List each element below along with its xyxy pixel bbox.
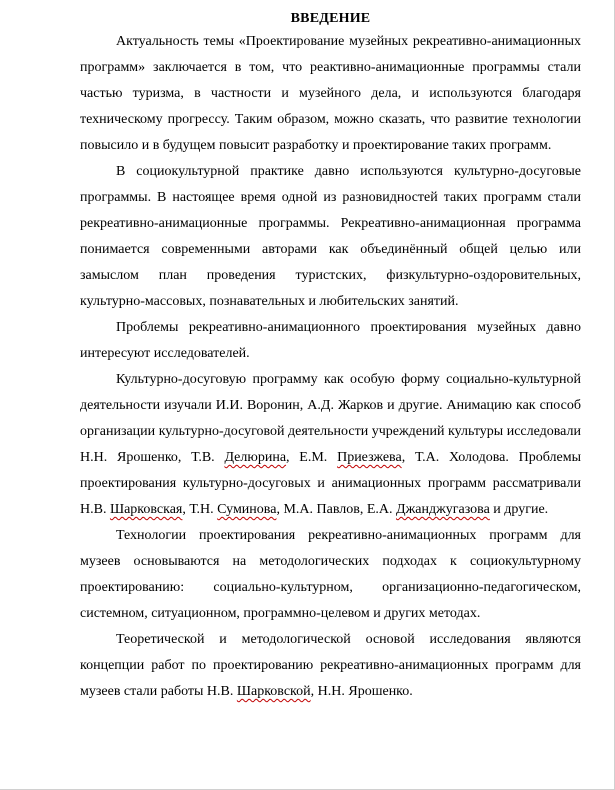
text-run: Технологии проектирования рекреативно-анимационных программ для музеев основываются на методологических подходах к социокультурному проектированию: социально-культурном, организационно-педагогическом, системном, ситуационном, программно-целевом и других методах.	[80, 528, 581, 621]
text-run: Актуальность темы «Проектирование музейных рекреативно-анимационных программ» заключается в том, что реактивно-анимационные программы стали частью туризма, в частности и музейного дела, и используются благодаря техническому прогрессу. Таким образом, можно сказать, что развитие технологии повысило и в будущем повысит разработку и проектирование таких программ.	[80, 34, 581, 153]
text-run: Культурно-досуговую программу как особую форму социально-культурной деятельности изучали И.И. Воронин, А.Д. Жарков и другие. Анимацию как способ организации культурно-досуговой деятельности учреждений культуры исследовали Н.Н. Ярошенко, Т.В.	[80, 372, 581, 465]
body-paragraph	[80, 627, 581, 705]
body-paragraph	[80, 367, 581, 523]
spellcheck-flagged-word: Приезжева	[337, 450, 402, 465]
body-paragraph	[80, 523, 581, 627]
spellcheck-flagged-word: Делюрина	[224, 450, 287, 465]
text-run: и другие.	[489, 502, 549, 517]
text-run: Проблемы рекреативно-анимационного проектирования музейных давно интересуют исследователей.	[80, 320, 581, 361]
text-run: , Н.Н. Ярошенко.	[310, 684, 413, 699]
text-run: Теоретической и методологической основой исследования являются концепции работ по проектированию рекреативно-анимационных программ для музеев стали работы Н.В.	[80, 632, 581, 699]
page-title: ВВЕДЕНИЕ	[290, 11, 371, 26]
text-run: В социокультурной практике давно используются культурно-досуговые программы. В настоящее время одной из разновидностей таких программ стали рекреативно-анимационные программы. Рекреативно-анимационная программа понимается современными авторами как объединённый общей целью или замыслом план проведения туристских, физкультурно-оздоровительных, культурно-массовых, познавательных и любительских занятий.	[80, 164, 581, 309]
spellcheck-flagged-word: Шарковская	[109, 502, 183, 517]
text-run: , Т.Н.	[182, 502, 218, 517]
body-paragraph	[80, 315, 581, 367]
spellcheck-flagged-word: Шарковской	[236, 684, 311, 699]
body-paragraph	[80, 29, 581, 159]
text-run: , Е.М.	[286, 450, 338, 465]
spellcheck-flagged-word: Джанджугазова	[396, 502, 490, 517]
body-paragraph	[80, 159, 581, 315]
text-run: , М.А. Павлов, Е.А.	[276, 502, 397, 517]
text-run: , Т.А. Холодова. Проблемы проектирования культурно-досуговых и анимационных программ рассматривали Н.В.	[80, 450, 582, 517]
spellcheck-flagged-word: Суминова	[217, 502, 277, 517]
document-body	[80, 29, 581, 705]
